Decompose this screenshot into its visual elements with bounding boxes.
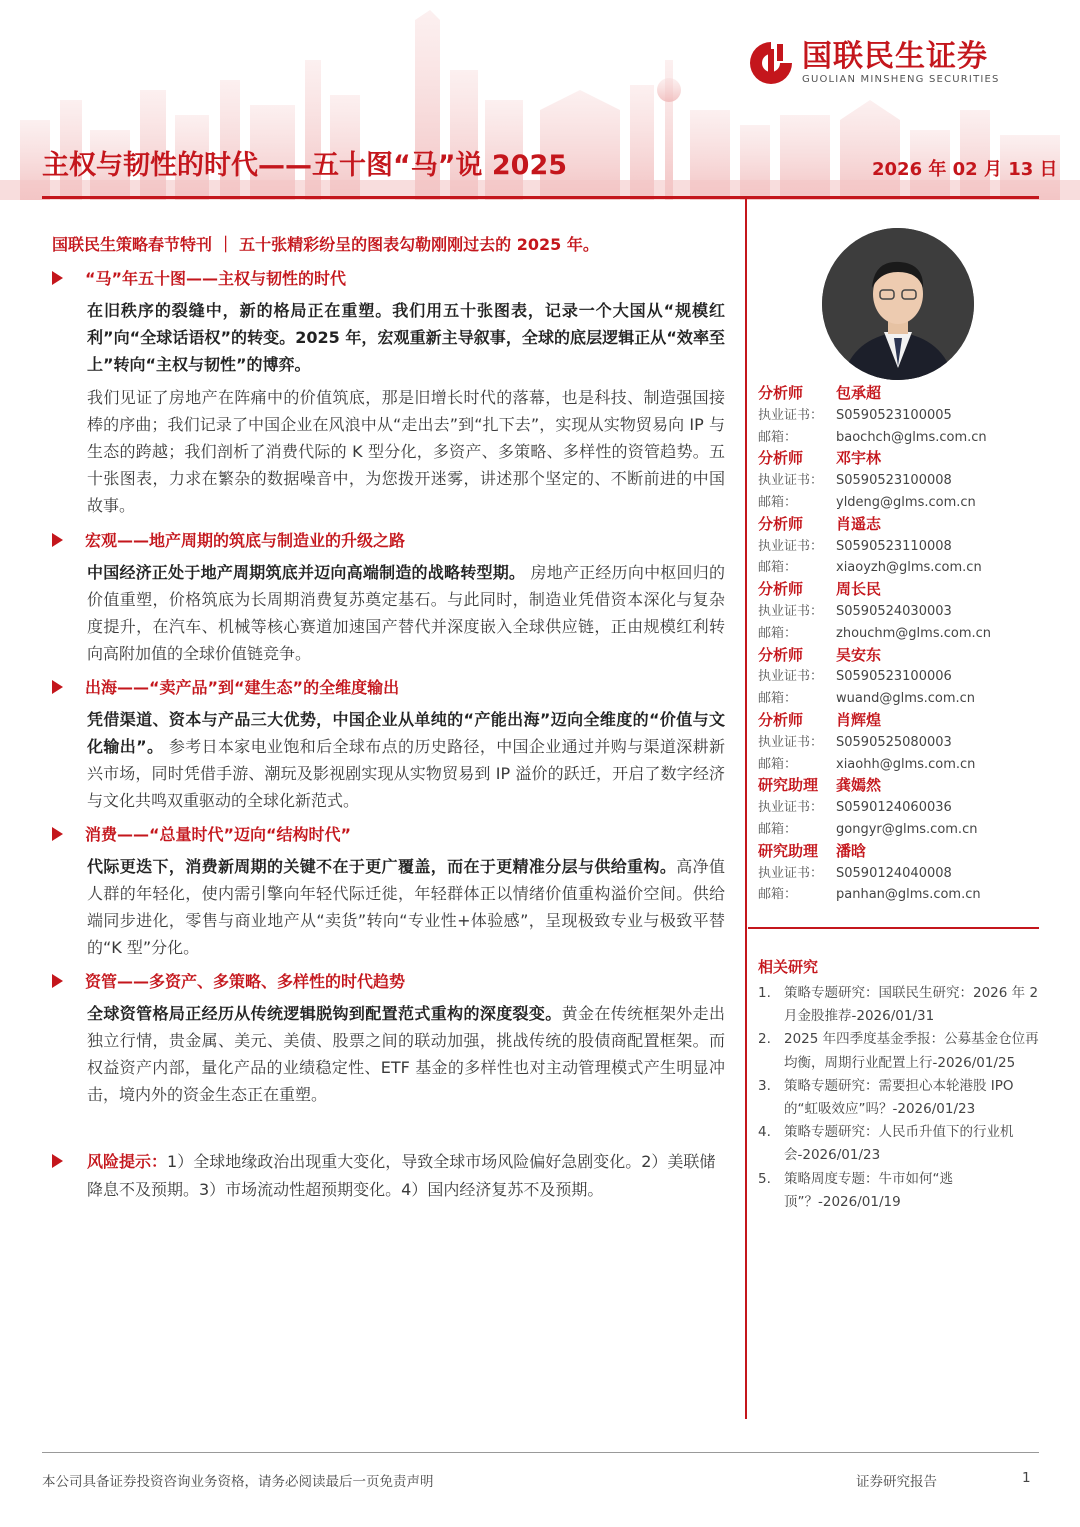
column-divider [745,199,747,1419]
cert-label: 执业证书： [758,407,824,423]
cert-number: S0590124040008 [836,865,952,881]
analyst-name: 龚嫣然 [836,776,882,795]
analyst-list [758,383,1038,906]
cert-label: 执业证书： [758,800,824,816]
report-summary: 国联民生策略春节特刊 ｜ 五十张精彩纷呈的图表勾勒刚刚过去的 2025 年。 [52,235,599,254]
analyst-role: 研究助理 [758,841,819,860]
cert-label: 执业证书： [758,473,824,489]
header-divider [42,196,1039,199]
email-label: 邮箱： [758,756,798,772]
bullet-arrow-icon [52,1154,63,1168]
cert-label: 执业证书： [758,865,824,881]
analyst-entry [758,775,1038,840]
email-label: 邮箱： [758,691,798,707]
analyst-entry [758,645,1038,710]
analyst-role: 研究助理 [758,776,819,795]
section-macro-body: 中国经济正处于地产周期筑底并迈向高端制造的战略转型期。 房地产正经历向中枢回归的价值重塑，价格筑底为长周期消费复苏奠定基石。与此同时，制造业凭借资本深化与复杂度提升，在汽车、机械等核心赛道加速国产替代并深度嵌入全球供应链，正由规模红利转向高附加值的全球价值链竞争。 [87,563,725,663]
bullet-arrow-icon [52,533,63,547]
report-title: 主权与韧性的时代——五十图“马”说 2025 [42,150,568,181]
analyst-email-link[interactable]: yldeng@glms.com.cn [836,494,976,510]
related-research-item[interactable]: 4. 策略专题研究：人民币升值下的行业机会-2026/01/23 [758,1124,1014,1164]
email-label: 邮箱： [758,821,798,837]
section-heading-macro: 宏观——地产周期的筑底与制造业的升级之路 [52,528,405,551]
analyst-entry [758,710,1038,775]
analyst-name: 肖遥志 [836,514,882,533]
page-number: 1 [1022,1470,1031,1486]
analyst-email-link[interactable]: zhouchm@glms.com.cn [836,625,992,641]
risk-text: 1）全球地缘政治出现重大变化，导致全球市场风险偏好急剧变化。2）美联储降息不及预期。3）市场流动性超预期变化。4）国内经济复苏不及预期。 [87,1152,716,1199]
analyst-entry [758,579,1038,644]
analyst-name: 包承超 [836,384,882,402]
brand-logo-mark-icon [748,40,794,86]
brand-name-en: GUOLIAN MINSHENG SECURITIES [802,74,1000,85]
section-asset-management-body: 全球资管格局正经历从传统逻辑脱钩到配置范式重构的深度裂变。黄金在传统框架外走出独立行情，贵金属、美元、美债、股票之间的联动加强，挑战传统的股债商配置框架。而权益资产内部，量化产品的业绩稳定性、ETF 基金的多样性也对主动管理模式产生明显冲击，境内外的资金生态正在重塑。 [87,1004,725,1104]
bullet-arrow-icon [52,271,63,285]
analyst-entry [758,448,1038,513]
brand-logo [748,40,1000,86]
sidebar-divider [748,927,1039,929]
section-overview-body: 我们见证了房地产在阵痛中的价值筑底，那是旧增长时代的落幕，也是科技、制造强国接棒的序曲；我们记录了中国企业在风浪中从“走出去”到“扎下去”，实现从实物贸易向 IP 与生态的跨越；我们剖析了消费代际的 K 型分化，多资产、多策略、多样性的资管趋势。五十张图表，力求在繁杂的数据噪音中，为您拨开迷雾，讲述那个坚定的、不断前进的中国故事。 [87,388,725,515]
section-overview-lead: 在旧秩序的裂缝中，新的格局正在重塑。我们用五十张图表，记录一个大国从“规模红利”向“全球话语权”的转变。2025 年，宏观重新主导叙事，全球的底层逻辑正从“效率至上”转向“主权与韧性”的博弈。 [87,301,725,374]
report-date: 2026 年 02 月 13 日 [872,159,1058,180]
cert-label: 执业证书： [758,734,824,750]
related-research-item[interactable]: 1. 策略专题研究：国联民生研究：2026 年 2 月金股推荐-2026/01/31 [758,985,1039,1025]
risk-label: 风险提示： [87,1152,168,1171]
analyst-role: 分析师 [758,449,804,468]
email-label: 邮箱： [758,494,798,510]
section-heading-asset-management: 资管——多资产、多策略、多样性的时代趋势 [52,969,405,992]
related-research-title: 相关研究 [758,958,819,976]
analyst-name: 肖辉煌 [836,710,882,729]
footer-report-type: 证券研究报告 [856,1474,937,1490]
cert-number: S0590523100008 [836,473,952,489]
related-research-item[interactable]: 3. 策略专题研究：需要担心本轮港股 IPO 的“虹吸效应”吗？-2026/01/23 [758,1077,1014,1118]
analyst-email-link[interactable]: xiaoyzh@glms.com.cn [836,560,982,576]
related-research-item[interactable]: 2. 2025 年四季度基金季报：公募基金仓位再均衡，周期行业配置上行-2026/01/25 [758,1031,1039,1071]
email-label: 邮箱： [758,625,798,641]
related-research-item[interactable]: 5. 策略周度专题：牛市如何“逃顶”？-2026/01/19 [758,1170,953,1210]
footer-divider [42,1452,1039,1453]
analyst-entry [758,383,1038,448]
analyst-entry [758,841,1038,906]
cert-label: 执业证书： [758,538,824,554]
analyst-email-link[interactable]: baochch@glms.com.cn [836,429,987,445]
cert-number: S0590124060036 [836,800,952,816]
footer-disclaimer: 本公司具备证券投资咨询业务资格，请务必阅读最后一页免责声明 [42,1474,434,1490]
cert-number: S0590523100006 [836,669,952,685]
section-overseas-body: 凭借渠道、资本与产品三大优势，中国企业从单纯的“产能出海”迈向全维度的“价值与文化输出”。 参考日本家电业饱和后全球布点的历史路径，中国企业通过并购与渠道深耕新兴市场，同时凭借手游、潮玩及影视剧实现从实物贸易到 IP 溢价的跃迁，开启了数字经济与文化共鸣双重驱动的全球化新范式。 [87,710,725,810]
cert-label: 执业证书： [758,603,824,619]
cert-label: 执业证书： [758,669,824,685]
analyst-role: 分析师 [758,580,804,599]
bullet-arrow-icon [52,974,63,988]
cert-number: S0590524030003 [836,603,952,619]
analyst-entry [758,514,1038,579]
email-label: 邮箱： [758,887,798,903]
analyst-email-link[interactable]: xiaohh@glms.com.cn [836,756,976,772]
section-heading-overview: “马”年五十图——主权与韧性的时代 [52,266,346,289]
analyst-role: 分析师 [758,710,804,729]
email-label: 邮箱： [758,560,798,576]
section-heading-overseas: 出海——“卖产品”到“建生态”的全维度输出 [52,675,399,698]
analyst-photo [822,228,974,380]
bullet-arrow-icon [52,827,63,841]
cert-number: S0590523100005 [836,407,952,423]
analyst-name: 周长民 [836,580,882,599]
analyst-email-link[interactable]: gongyr@glms.com.cn [836,821,978,837]
analyst-name: 潘晗 [836,841,867,860]
analyst-email-link[interactable]: panhan@glms.com.cn [836,887,981,903]
analyst-role: 分析师 [758,514,804,533]
bullet-arrow-icon [52,680,63,694]
cert-number: S0590525080003 [836,734,952,750]
related-research-list [758,982,1040,1214]
analyst-role: 分析师 [758,384,804,402]
section-heading-consumption: 消费——“总量时代”迈向“结构时代” [52,822,351,845]
brand-name-cn: 国联民生证券 [802,39,988,74]
analyst-role: 分析师 [758,645,804,664]
analyst-name: 吴安东 [836,645,882,664]
section-consumption-body: 代际更迭下，消费新周期的关键不在于更广覆盖，而在于更精准分层与供给重构。高净值人群的年轻化，使内需引擎向年轻代际迁徙，年轻群体正以情绪价值重构溢价空间。供给端同步进化，零售与商业地产从“卖货”转向“专业性+体验感”，呈现极致专业与极致平替的“K 型”分化。 [87,857,725,957]
cert-number: S0590523110008 [836,538,952,554]
analyst-name: 邓宇林 [836,449,882,468]
email-label: 邮箱： [758,429,798,445]
analyst-email-link[interactable]: wuand@glms.com.cn [836,691,976,707]
